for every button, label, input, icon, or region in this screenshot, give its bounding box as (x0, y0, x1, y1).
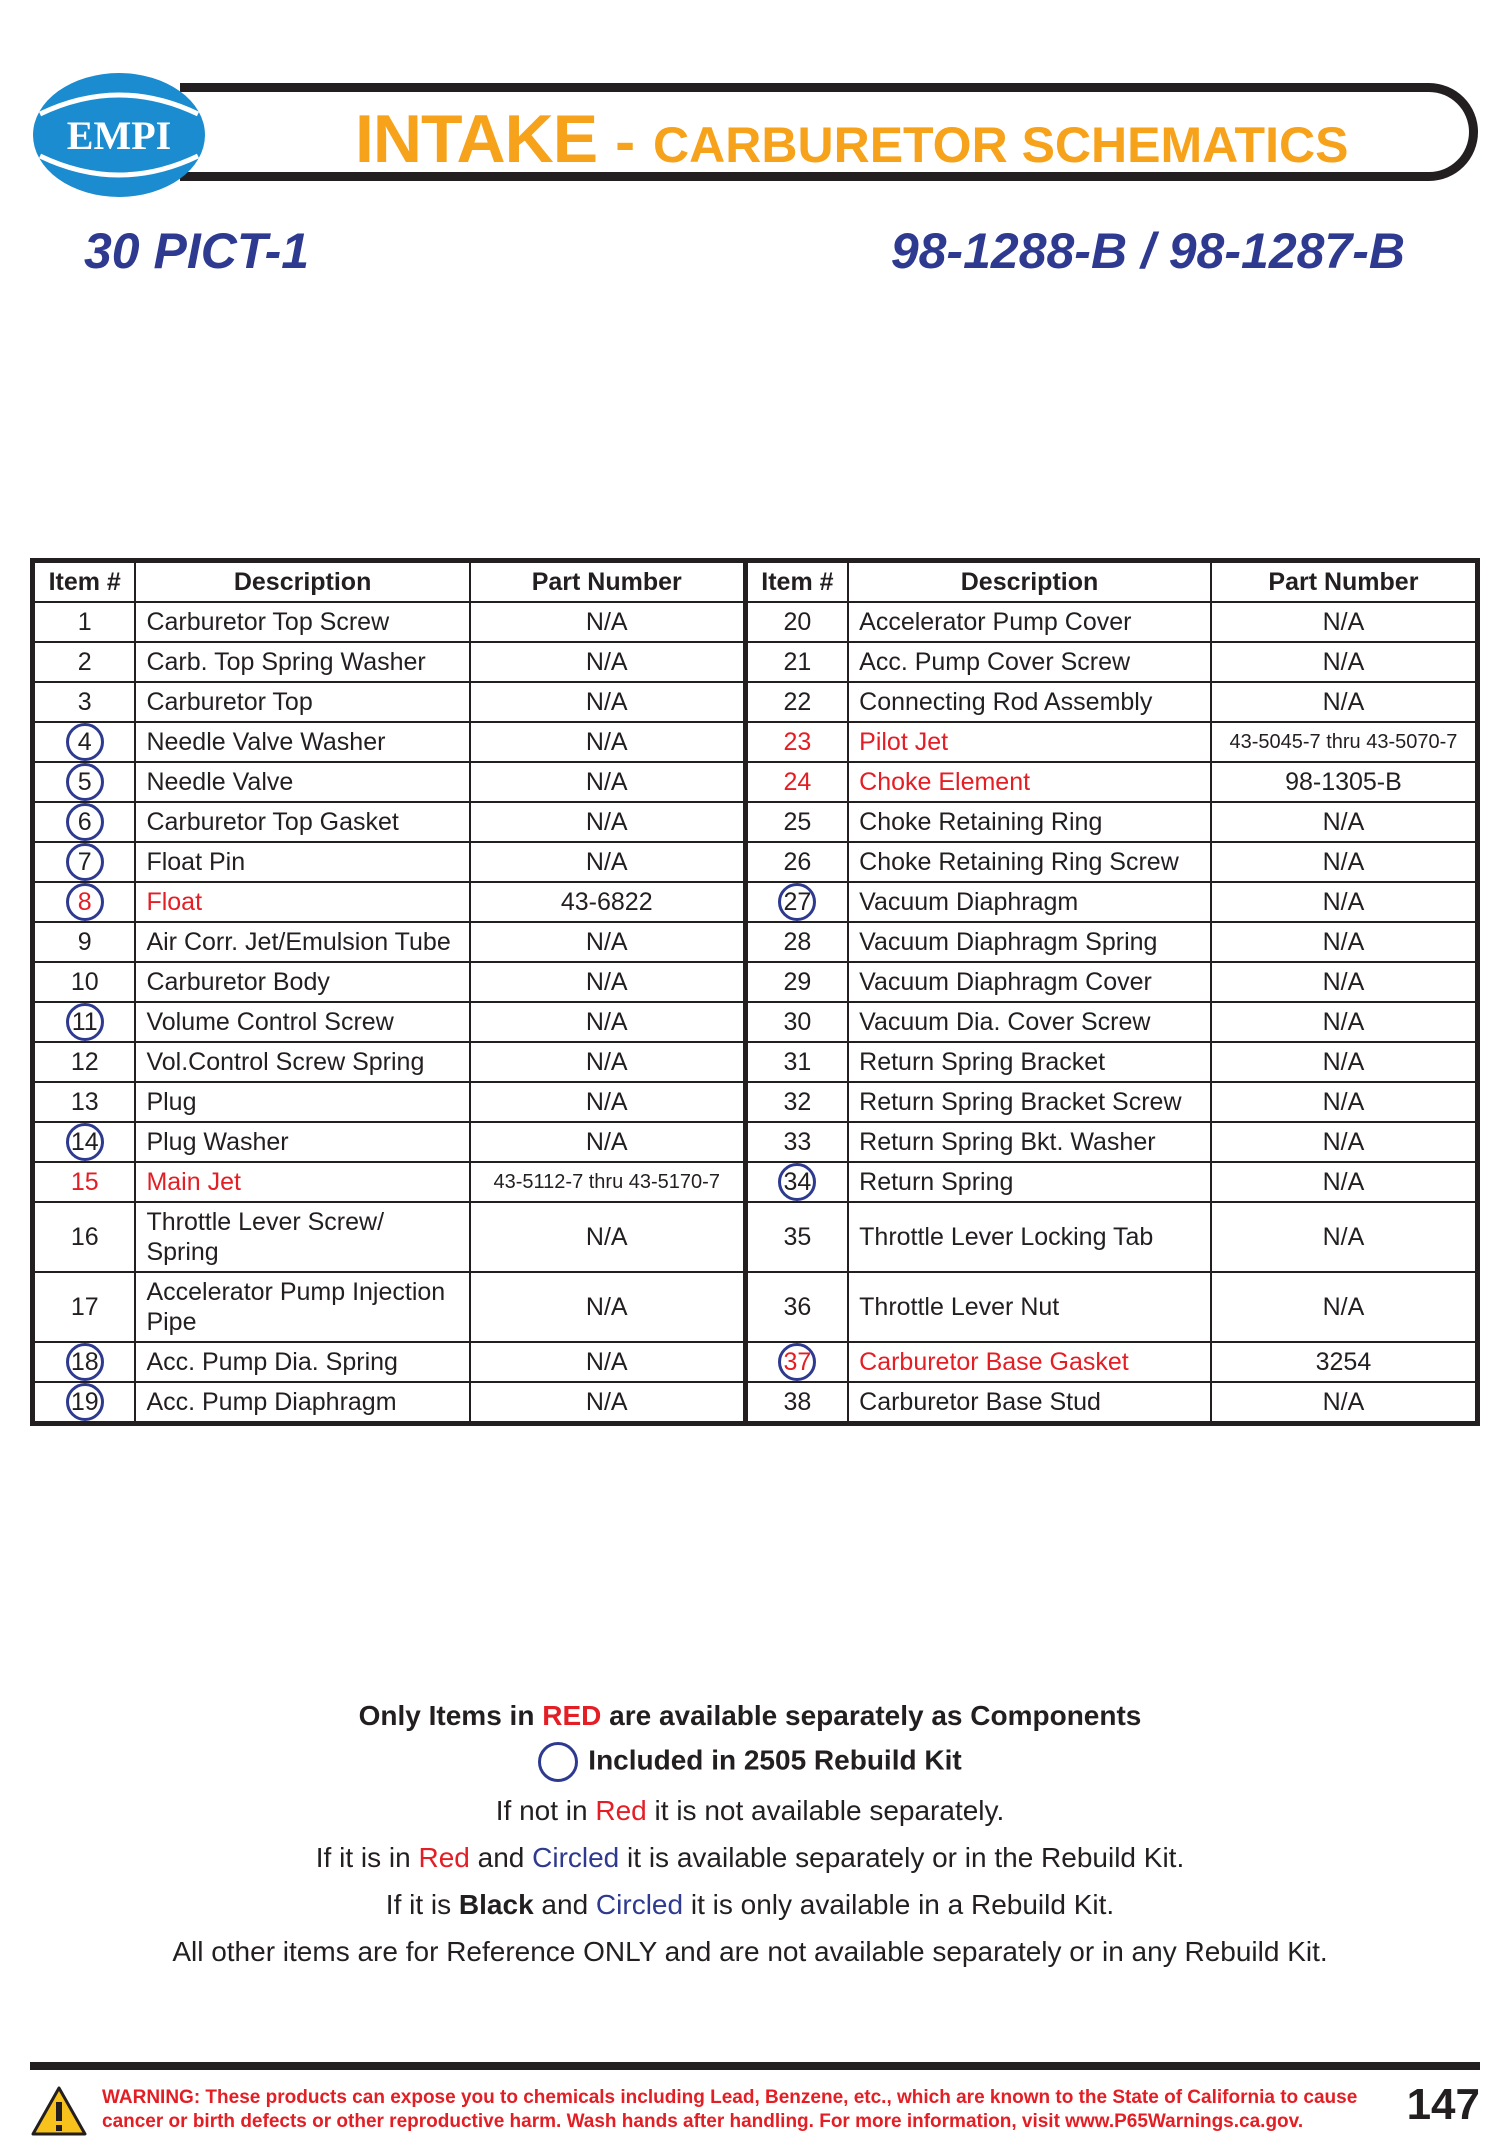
part-number-right: 43-5045-7 thru 43-5070-7 (1211, 722, 1478, 762)
part-number-right: N/A (1211, 1382, 1478, 1424)
item-number-left (33, 1162, 136, 1202)
description-right: Return Spring Bracket (848, 1042, 1211, 1082)
part-number-left: N/A (470, 962, 745, 1002)
item-number-right (745, 682, 848, 722)
item-number-right (745, 962, 848, 1002)
table-row (33, 1342, 1478, 1382)
description-right: Carburetor Base Stud (848, 1382, 1211, 1424)
legend-text: If not in (495, 1795, 596, 1826)
table-row (33, 1272, 1478, 1342)
description-right: Vacuum Dia. Cover Screw (848, 1002, 1211, 1042)
table-row (33, 962, 1478, 1002)
warning-line-1: WARNING: These products can expose you to chemicals including Lead, Benzene, etc., which are known to the State of California to cause (102, 2087, 1358, 2108)
circled-item-number: 8 (66, 883, 104, 921)
part-number-right: N/A (1211, 602, 1478, 642)
item-number-right (745, 642, 848, 682)
item-number-left (33, 1042, 136, 1082)
circled-item-number: 5 (66, 763, 104, 801)
item-number-text: 25 (783, 808, 812, 836)
description-right: Return Spring (848, 1162, 1211, 1202)
circled-item-number: 7 (66, 843, 104, 881)
description-left: Acc. Pump Dia. Spring (135, 1342, 469, 1382)
part-number-right: 98-1305-B (1211, 762, 1478, 802)
item-number-text: 20 (783, 608, 812, 636)
title-carburetor-schematics: CARBURETOR SCHEMATICS (653, 117, 1349, 173)
item-number-text: 30 (783, 1008, 812, 1036)
circled-item-number: 37 (778, 1343, 816, 1381)
description-right: Accelerator Pump Cover (848, 602, 1211, 642)
header-description-left: Description (135, 561, 469, 603)
item-number-right (745, 1272, 848, 1342)
description-right: Choke Retaining Ring Screw (848, 842, 1211, 882)
part-number-right: N/A (1211, 1002, 1478, 1042)
item-number-right (745, 1122, 848, 1162)
item-number-left (33, 642, 136, 682)
circled-item-number: 6 (66, 803, 104, 841)
description-left: Acc. Pump Diaphragm (135, 1382, 469, 1424)
item-number-text: 26 (783, 848, 812, 876)
table-row (33, 682, 1478, 722)
part-number-left: N/A (470, 1272, 745, 1342)
legend-text: it is only available in a Rebuild Kit. (683, 1889, 1115, 1920)
description-right: Throttle Lever Locking Tab (848, 1202, 1211, 1272)
table-row (33, 1382, 1478, 1424)
item-number-left (33, 922, 136, 962)
item-number-text: 23 (783, 728, 812, 756)
circled-item-number: 4 (66, 723, 104, 761)
description-left: Needle Valve Washer (135, 722, 469, 762)
part-number-right: N/A (1211, 962, 1478, 1002)
item-number-right (745, 922, 848, 962)
legend-red-word: Red (595, 1795, 647, 1826)
item-number-right (745, 1002, 848, 1042)
description-left: Main Jet (135, 1162, 469, 1202)
description-left: Volume Control Screw (135, 1002, 469, 1042)
description-right: Vacuum Diaphragm Spring (848, 922, 1211, 962)
circle-icon (538, 1742, 578, 1782)
item-number-left (33, 682, 136, 722)
item-number-text: 33 (783, 1128, 812, 1156)
legend-blue-word: Circled (532, 1842, 620, 1873)
description-left: Needle Valve (135, 762, 469, 802)
part-number-left: N/A (470, 922, 745, 962)
description-right: Return Spring Bkt. Washer (848, 1122, 1211, 1162)
table-row (33, 842, 1478, 882)
circled-item-number: 19 (66, 1383, 104, 1421)
description-right: Vacuum Diaphragm (848, 882, 1211, 922)
circled-item-number: 11 (66, 1003, 104, 1041)
legend-text: Included in 2505 Rebuild Kit (588, 1744, 962, 1776)
legend-line-black-circled (0, 1889, 1500, 1921)
header-part-number-right: Part Number (1211, 561, 1478, 603)
description-right: Connecting Rod Assembly (848, 682, 1211, 722)
legend-blue-word: Circled (595, 1889, 684, 1920)
item-number-right (745, 842, 848, 882)
item-number-left (33, 802, 136, 842)
legend-text: are available separately as Components (601, 1700, 1142, 1731)
item-number-text: 15 (70, 1168, 99, 1196)
description-right: Throttle Lever Nut (848, 1272, 1211, 1342)
part-number-left: 43-6822 (470, 882, 745, 922)
circled-item-number: 27 (778, 883, 816, 921)
item-number-text: 1 (77, 608, 92, 636)
part-number-right: N/A (1211, 682, 1478, 722)
item-number-right (745, 1162, 848, 1202)
part-number-right: N/A (1211, 1162, 1478, 1202)
item-number-text: 36 (783, 1293, 812, 1321)
table-row (33, 1122, 1478, 1162)
footer-divider (30, 2062, 1480, 2070)
part-number-right: N/A (1211, 842, 1478, 882)
item-number-left (33, 1082, 136, 1122)
part-number-left: N/A (470, 1042, 745, 1082)
description-left: Float Pin (135, 842, 469, 882)
table-row (33, 802, 1478, 842)
part-number-left: N/A (470, 1002, 745, 1042)
item-number-text: 13 (70, 1088, 99, 1116)
item-number-text: 32 (783, 1088, 812, 1116)
circled-item-number: 34 (778, 1163, 816, 1201)
description-left: Plug Washer (135, 1122, 469, 1162)
legend-bold-word: Black (458, 1889, 534, 1920)
item-number-left (33, 882, 136, 922)
item-number-text: 35 (783, 1223, 812, 1251)
legend-text: If it is in (315, 1842, 419, 1873)
legend-text: Only Items in (358, 1700, 543, 1731)
part-number-left: N/A (470, 1342, 745, 1382)
item-number-left (33, 962, 136, 1002)
page-title (355, 100, 1349, 177)
item-number-right (745, 1202, 848, 1272)
warning-line-2: cancer or birth defects or other reproductive harm. Wash hands after handling. For more information, visit www.P65Warnings.ca.gov. (102, 2111, 1304, 2132)
description-right: Choke Element (848, 762, 1211, 802)
part-number-right: N/A (1211, 1082, 1478, 1122)
table-row (33, 1002, 1478, 1042)
part-number-left: N/A (470, 722, 745, 762)
part-number-left: N/A (470, 1382, 745, 1424)
item-number-right (745, 722, 848, 762)
part-number-left: N/A (470, 1122, 745, 1162)
item-number-text: 38 (783, 1388, 812, 1416)
description-right: Carburetor Base Gasket (848, 1342, 1211, 1382)
part-number-right: 3254 (1211, 1342, 1478, 1382)
legend-red-word: RED (542, 1700, 602, 1731)
legend-line-reference: All other items are for Reference ONLY and are not available separately or in any Rebuild Kit. (172, 1936, 1328, 1967)
part-number-left: N/A (470, 602, 745, 642)
part-number-left: N/A (470, 1202, 745, 1272)
empi-logo (30, 70, 208, 200)
item-number-text: 24 (783, 768, 812, 796)
legend-text: and (469, 1842, 533, 1873)
header-part-number-left: Part Number (470, 561, 745, 603)
item-number-left (33, 1342, 136, 1382)
circled-item-number: 14 (66, 1123, 104, 1161)
description-right: Choke Retaining Ring (848, 802, 1211, 842)
model-subtitle: 30 PICT-1 (84, 223, 310, 279)
part-number-right: N/A (1211, 642, 1478, 682)
item-number-left (33, 1272, 136, 1342)
header-description-right: Description (848, 561, 1211, 603)
description-left: Vol.Control Screw Spring (135, 1042, 469, 1082)
legend-text: If it is (385, 1889, 459, 1920)
item-number-left (33, 1122, 136, 1162)
item-number-text: 21 (783, 648, 812, 676)
title-intake: INTAKE (355, 101, 598, 177)
header-item-left: Item # (33, 561, 136, 603)
legend-text: it is available separately or in the Rebuild Kit. (619, 1842, 1185, 1873)
part-number-left: 43-5112-7 thru 43-5170-7 (470, 1162, 745, 1202)
legend-circle-note (0, 1742, 1500, 1782)
title-dash: - (615, 108, 636, 175)
item-number-right (745, 802, 848, 842)
header-item-right: Item # (745, 561, 848, 603)
table-header-row (33, 561, 1478, 603)
table-row (33, 1042, 1478, 1082)
description-right: Vacuum Diaphragm Cover (848, 962, 1211, 1002)
item-number-right (745, 762, 848, 802)
description-left: Carburetor Body (135, 962, 469, 1002)
part-number-left: N/A (470, 842, 745, 882)
warning-icon (30, 2085, 88, 2137)
item-number-text: 10 (70, 968, 99, 996)
part-numbers-subtitle: 98-1288-B / 98-1287-B (890, 223, 1405, 279)
description-left: Accelerator Pump Injection Pipe (135, 1272, 469, 1342)
item-number-left (33, 842, 136, 882)
part-number-left: N/A (470, 802, 745, 842)
page-number: 147 (1406, 2080, 1480, 2129)
legend-red-note (0, 1700, 1500, 1732)
item-number-right (745, 1342, 848, 1382)
item-number-text: 12 (70, 1048, 99, 1076)
logo-text: EMPI (66, 113, 172, 158)
table-row (33, 1162, 1478, 1202)
part-number-right: N/A (1211, 1042, 1478, 1082)
table-row (33, 642, 1478, 682)
table-row (33, 762, 1478, 802)
part-number-right: N/A (1211, 1272, 1478, 1342)
item-number-right (745, 1082, 848, 1122)
part-number-right: N/A (1211, 1122, 1478, 1162)
circled-item-number: 18 (66, 1343, 104, 1381)
item-number-text: 9 (77, 928, 92, 956)
item-number-text: 22 (783, 688, 812, 716)
part-number-left: N/A (470, 642, 745, 682)
table-row (33, 922, 1478, 962)
description-left: Plug (135, 1082, 469, 1122)
description-left: Carb. Top Spring Washer (135, 642, 469, 682)
item-number-text: 31 (783, 1048, 812, 1076)
description-left: Carburetor Top Gasket (135, 802, 469, 842)
item-number-left (33, 602, 136, 642)
item-number-right (745, 1042, 848, 1082)
table-row (33, 882, 1478, 922)
legend-line-not-red (0, 1795, 1500, 1827)
item-number-left (33, 1002, 136, 1042)
description-left: Float (135, 882, 469, 922)
part-number-left: N/A (470, 1082, 745, 1122)
legend-line-red-circled (0, 1842, 1500, 1874)
item-number-left (33, 762, 136, 802)
item-number-right (745, 882, 848, 922)
legend-red-word: Red (418, 1842, 470, 1873)
part-number-right: N/A (1211, 802, 1478, 842)
table-row (33, 722, 1478, 762)
part-number-left: N/A (470, 682, 745, 722)
item-number-text: 29 (783, 968, 812, 996)
description-right: Pilot Jet (848, 722, 1211, 762)
part-number-right: N/A (1211, 1202, 1478, 1272)
description-left: Air Corr. Jet/Emulsion Tube (135, 922, 469, 962)
table-row (33, 602, 1478, 642)
description-left: Carburetor Top (135, 682, 469, 722)
part-number-right: N/A (1211, 882, 1478, 922)
item-number-right (745, 602, 848, 642)
item-number-left (33, 1202, 136, 1272)
description-right: Acc. Pump Cover Screw (848, 642, 1211, 682)
item-number-right (745, 1382, 848, 1424)
table-row (33, 1202, 1478, 1272)
table-row (33, 1082, 1478, 1122)
item-number-left (33, 722, 136, 762)
legend-text: it is not available separately. (646, 1795, 1005, 1826)
prop65-warning (102, 2086, 1392, 2134)
part-number-left: N/A (470, 762, 745, 802)
part-number-right: N/A (1211, 922, 1478, 962)
item-number-text: 3 (77, 688, 92, 716)
item-number-text: 16 (70, 1223, 99, 1251)
item-number-text: 28 (783, 928, 812, 956)
description-right: Return Spring Bracket Screw (848, 1082, 1211, 1122)
item-number-text: 17 (70, 1293, 99, 1321)
parts-table (30, 558, 1480, 1426)
legend-text: and (533, 1889, 596, 1920)
description-left: Carburetor Top Screw (135, 602, 469, 642)
item-number-left (33, 1382, 136, 1424)
item-number-text: 2 (77, 648, 92, 676)
description-left: Throttle Lever Screw/ Spring (135, 1202, 469, 1272)
